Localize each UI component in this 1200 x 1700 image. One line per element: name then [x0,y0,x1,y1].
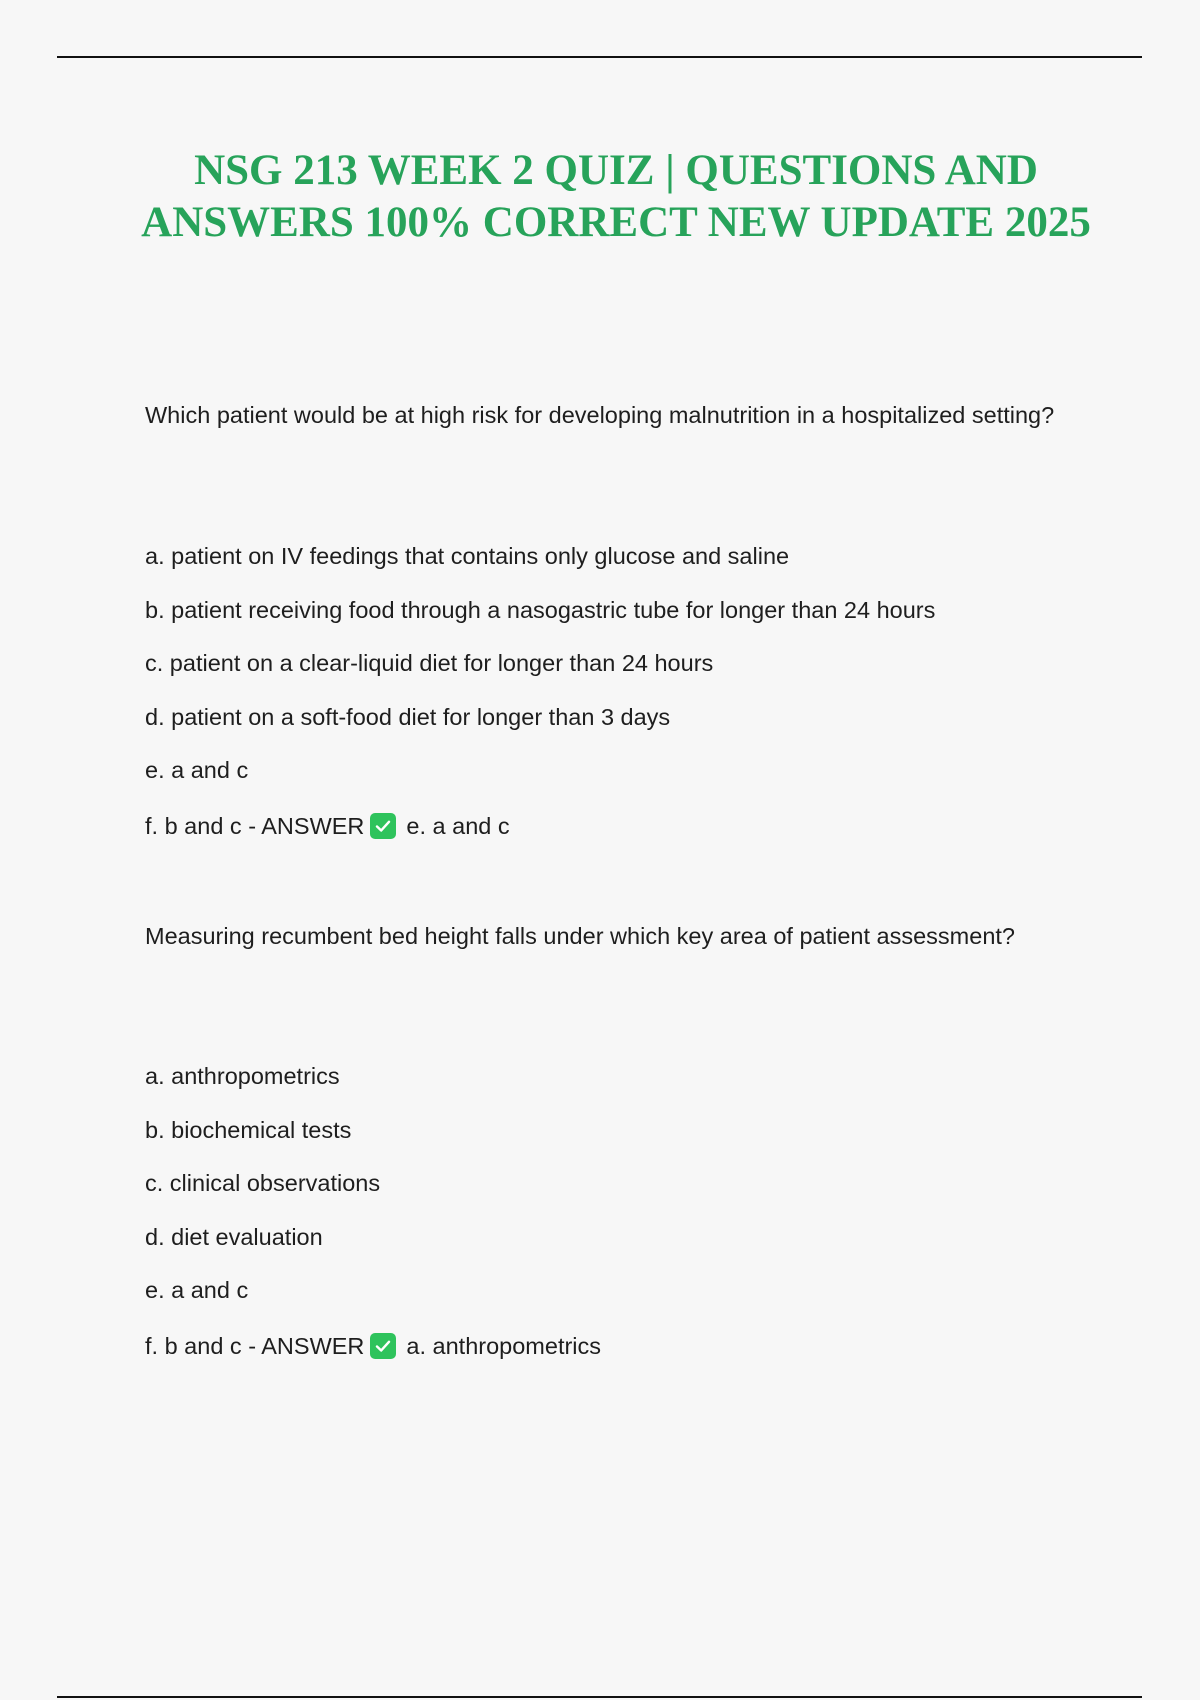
option-item: e. a and c [145,1277,249,1304]
option-item: c. clinical observations [145,1170,381,1197]
check-mark-icon [370,813,396,839]
last-option-prefix: f. b and c - ANSWER [145,1332,365,1359]
option-item: e. a and c [145,757,249,784]
question-2-text: Measuring recumbent bed height falls under which key area of patient assessment? [145,923,1015,949]
answer-text: e. a and c [406,812,510,839]
last-option-prefix: f. b and c - ANSWER [145,812,365,839]
answer-line [145,811,1125,851]
question-2-options [145,1061,1125,1371]
option-item: b. patient receiving food through a nasogastric tube for longer than 24 hours [145,596,936,623]
answer-line [145,1331,1125,1371]
option-item: d. patient on a soft-food diet for longer than 3 days [145,703,671,730]
document-title: NSG 213 WEEK 2 QUIZ | QUESTIONS AND ANSWERS 100% CORRECT NEW UPDATE 2025 [141,147,1091,246]
answer-text: a. anthropometrics [406,1332,602,1359]
option-item: d. diet evaluation [145,1223,323,1250]
top-rule [57,56,1142,58]
option-item: c. patient on a clear-liquid diet for longer than 24 hours [145,650,714,677]
option-item: a. anthropometrics [145,1063,340,1089]
option-item: b. biochemical tests [145,1116,352,1143]
question-1-options [145,541,1125,851]
check-mark-icon [370,1333,396,1359]
question-1-text: Which patient would be at high risk for developing malnutrition in a hospitalized setting? [145,402,1055,428]
bottom-rule [57,1696,1142,1698]
option-item: a. patient on IV feedings that contains only glucose and saline [145,543,790,569]
